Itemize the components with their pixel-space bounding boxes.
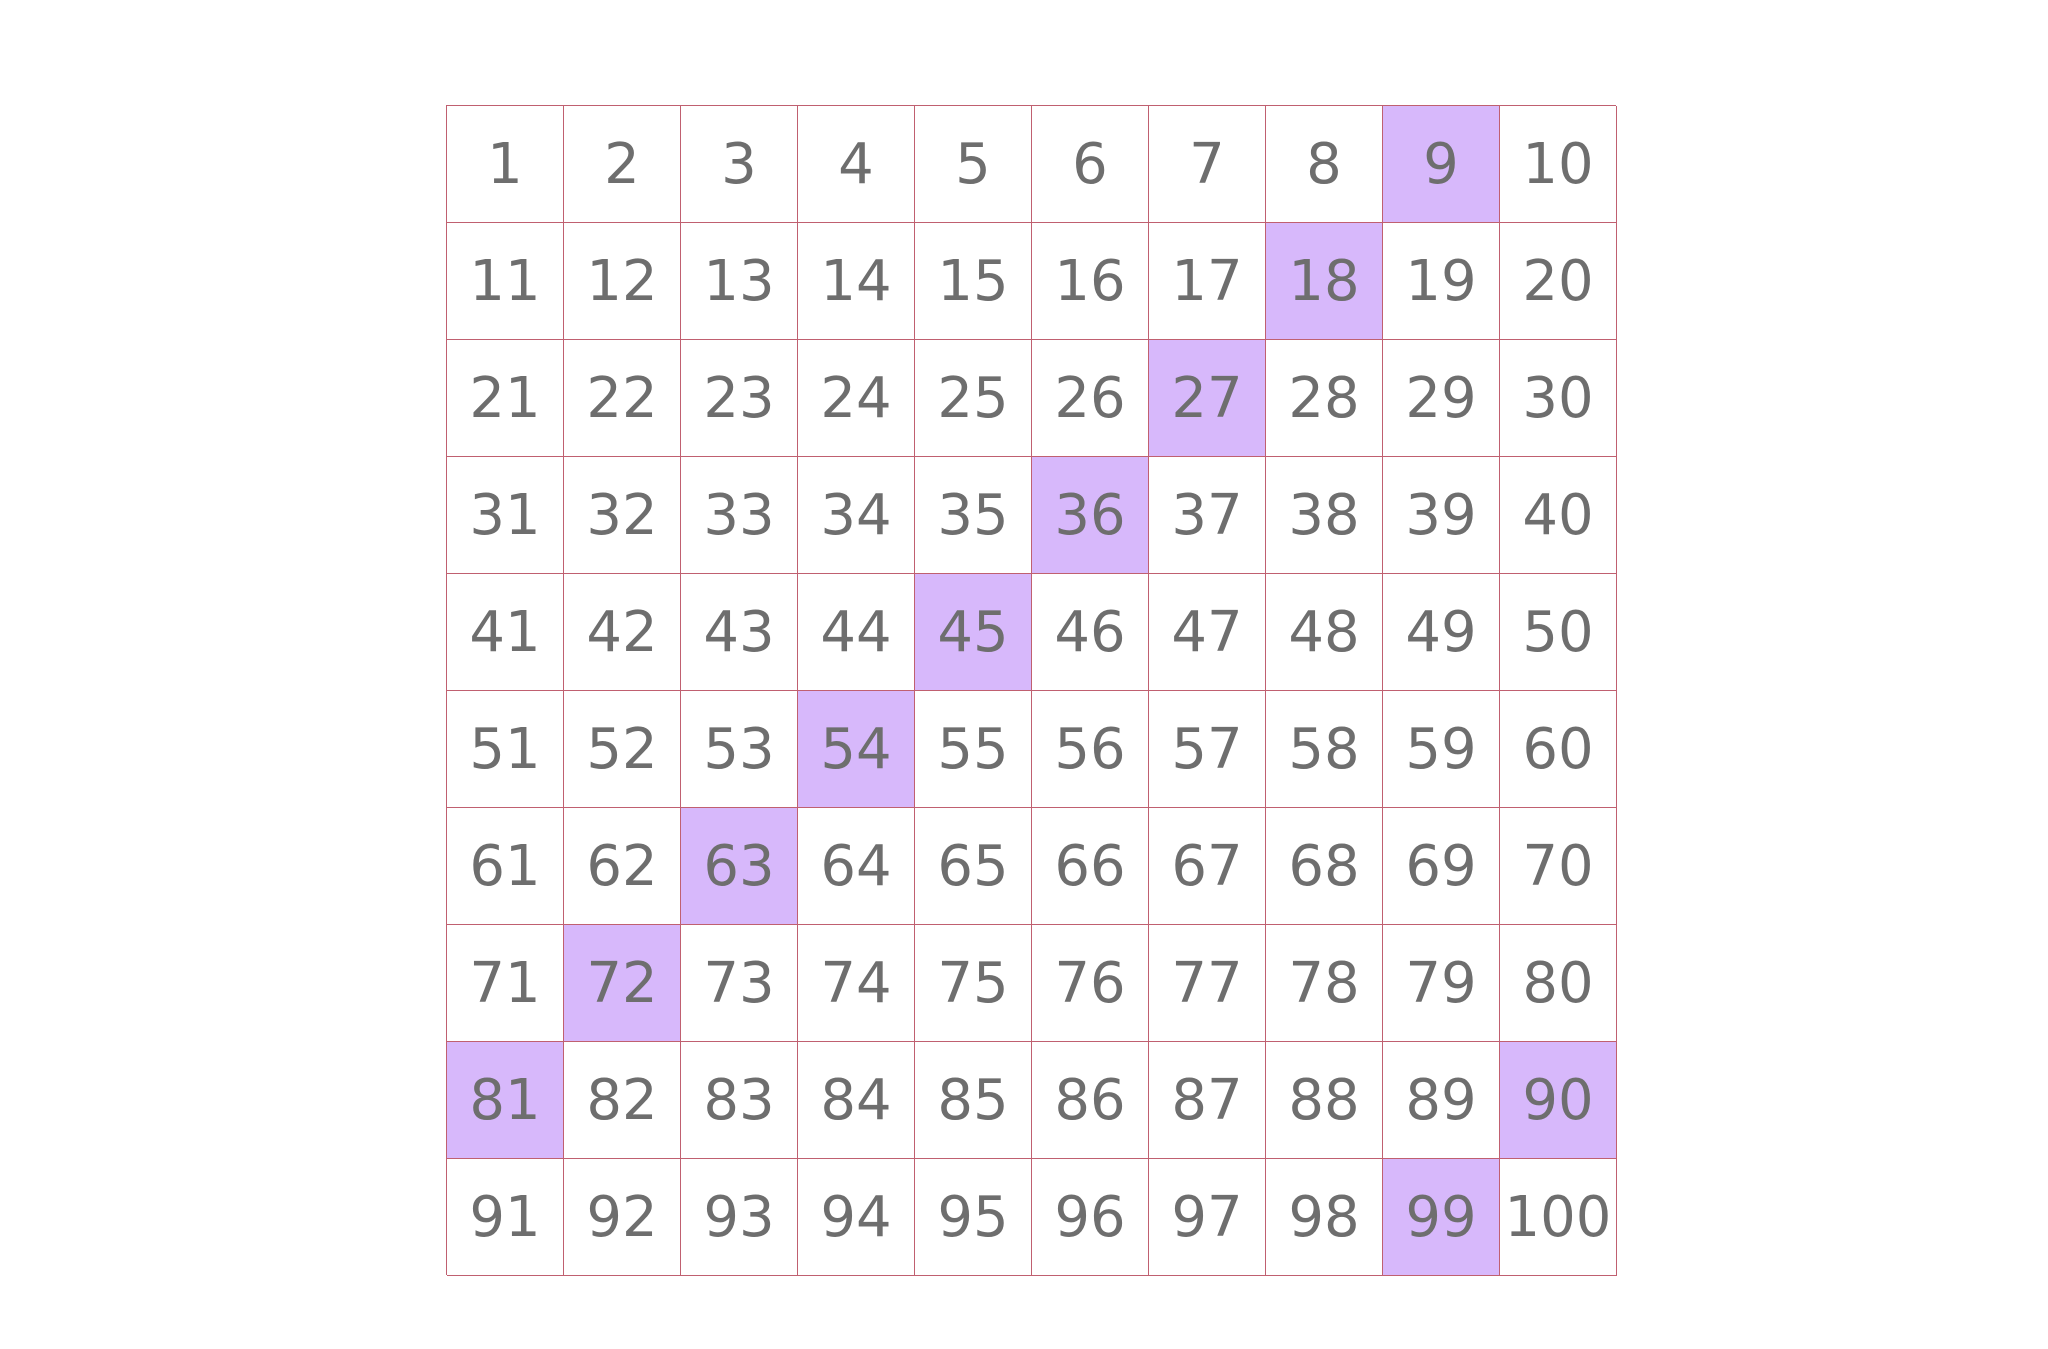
number-cell: 55	[915, 691, 1032, 808]
number-cell: 22	[564, 340, 681, 457]
highlighted-number-cell: 54	[798, 691, 915, 808]
number-cell: 60	[1500, 691, 1617, 808]
number-cell: 24	[798, 340, 915, 457]
number-cell: 82	[564, 1042, 681, 1159]
hundred-chart-grid	[446, 105, 1616, 1275]
number-cell: 74	[798, 925, 915, 1042]
number-cell: 91	[447, 1159, 564, 1276]
number-cell: 53	[681, 691, 798, 808]
number-cell: 78	[1266, 925, 1383, 1042]
number-cell: 73	[681, 925, 798, 1042]
number-cell: 64	[798, 808, 915, 925]
number-cell: 2	[564, 106, 681, 223]
number-cell: 65	[915, 808, 1032, 925]
number-cell: 28	[1266, 340, 1383, 457]
number-cell: 93	[681, 1159, 798, 1276]
number-cell: 21	[447, 340, 564, 457]
number-cell: 23	[681, 340, 798, 457]
number-cell: 6	[1032, 106, 1149, 223]
number-cell: 94	[798, 1159, 915, 1276]
highlighted-number-cell: 90	[1500, 1042, 1617, 1159]
number-cell: 58	[1266, 691, 1383, 808]
number-cell: 87	[1149, 1042, 1266, 1159]
number-cell: 84	[798, 1042, 915, 1159]
number-cell: 83	[681, 1042, 798, 1159]
number-cell: 92	[564, 1159, 681, 1276]
number-cell: 79	[1383, 925, 1500, 1042]
number-cell: 43	[681, 574, 798, 691]
number-cell: 61	[447, 808, 564, 925]
number-cell: 42	[564, 574, 681, 691]
number-cell: 31	[447, 457, 564, 574]
number-cell: 57	[1149, 691, 1266, 808]
highlighted-number-cell: 45	[915, 574, 1032, 691]
highlighted-number-cell: 36	[1032, 457, 1149, 574]
number-cell: 3	[681, 106, 798, 223]
number-cell: 48	[1266, 574, 1383, 691]
number-cell: 8	[1266, 106, 1383, 223]
number-cell: 67	[1149, 808, 1266, 925]
number-cell: 11	[447, 223, 564, 340]
number-cell: 4	[798, 106, 915, 223]
number-cell: 68	[1266, 808, 1383, 925]
number-cell: 98	[1266, 1159, 1383, 1276]
number-cell: 13	[681, 223, 798, 340]
number-cell: 96	[1032, 1159, 1149, 1276]
number-cell: 39	[1383, 457, 1500, 574]
number-cell: 77	[1149, 925, 1266, 1042]
number-cell: 100	[1500, 1159, 1617, 1276]
number-cell: 25	[915, 340, 1032, 457]
number-cell: 17	[1149, 223, 1266, 340]
highlighted-number-cell: 63	[681, 808, 798, 925]
highlighted-number-cell: 72	[564, 925, 681, 1042]
number-cell: 51	[447, 691, 564, 808]
number-cell: 56	[1032, 691, 1149, 808]
number-cell: 62	[564, 808, 681, 925]
number-cell: 33	[681, 457, 798, 574]
number-cell: 30	[1500, 340, 1617, 457]
number-cell: 32	[564, 457, 681, 574]
number-cell: 49	[1383, 574, 1500, 691]
number-cell: 35	[915, 457, 1032, 574]
number-cell: 89	[1383, 1042, 1500, 1159]
number-cell: 37	[1149, 457, 1266, 574]
highlighted-number-cell: 99	[1383, 1159, 1500, 1276]
number-cell: 19	[1383, 223, 1500, 340]
number-cell: 76	[1032, 925, 1149, 1042]
number-cell: 38	[1266, 457, 1383, 574]
number-cell: 26	[1032, 340, 1149, 457]
number-cell: 71	[447, 925, 564, 1042]
number-cell: 50	[1500, 574, 1617, 691]
number-cell: 69	[1383, 808, 1500, 925]
number-cell: 47	[1149, 574, 1266, 691]
number-cell: 97	[1149, 1159, 1266, 1276]
number-cell: 52	[564, 691, 681, 808]
number-cell: 85	[915, 1042, 1032, 1159]
number-cell: 1	[447, 106, 564, 223]
number-cell: 7	[1149, 106, 1266, 223]
highlighted-number-cell: 9	[1383, 106, 1500, 223]
number-cell: 34	[798, 457, 915, 574]
number-cell: 80	[1500, 925, 1617, 1042]
number-cell: 66	[1032, 808, 1149, 925]
number-cell: 14	[798, 223, 915, 340]
number-cell: 86	[1032, 1042, 1149, 1159]
number-cell: 41	[447, 574, 564, 691]
number-cell: 29	[1383, 340, 1500, 457]
number-cell: 46	[1032, 574, 1149, 691]
highlighted-number-cell: 27	[1149, 340, 1266, 457]
number-cell: 10	[1500, 106, 1617, 223]
number-cell: 15	[915, 223, 1032, 340]
number-cell: 70	[1500, 808, 1617, 925]
number-cell: 44	[798, 574, 915, 691]
number-cell: 5	[915, 106, 1032, 223]
number-cell: 75	[915, 925, 1032, 1042]
number-cell: 12	[564, 223, 681, 340]
number-cell: 88	[1266, 1042, 1383, 1159]
number-cell: 59	[1383, 691, 1500, 808]
number-cell: 20	[1500, 223, 1617, 340]
number-cell: 95	[915, 1159, 1032, 1276]
highlighted-number-cell: 18	[1266, 223, 1383, 340]
number-cell: 40	[1500, 457, 1617, 574]
highlighted-number-cell: 81	[447, 1042, 564, 1159]
number-cell: 16	[1032, 223, 1149, 340]
